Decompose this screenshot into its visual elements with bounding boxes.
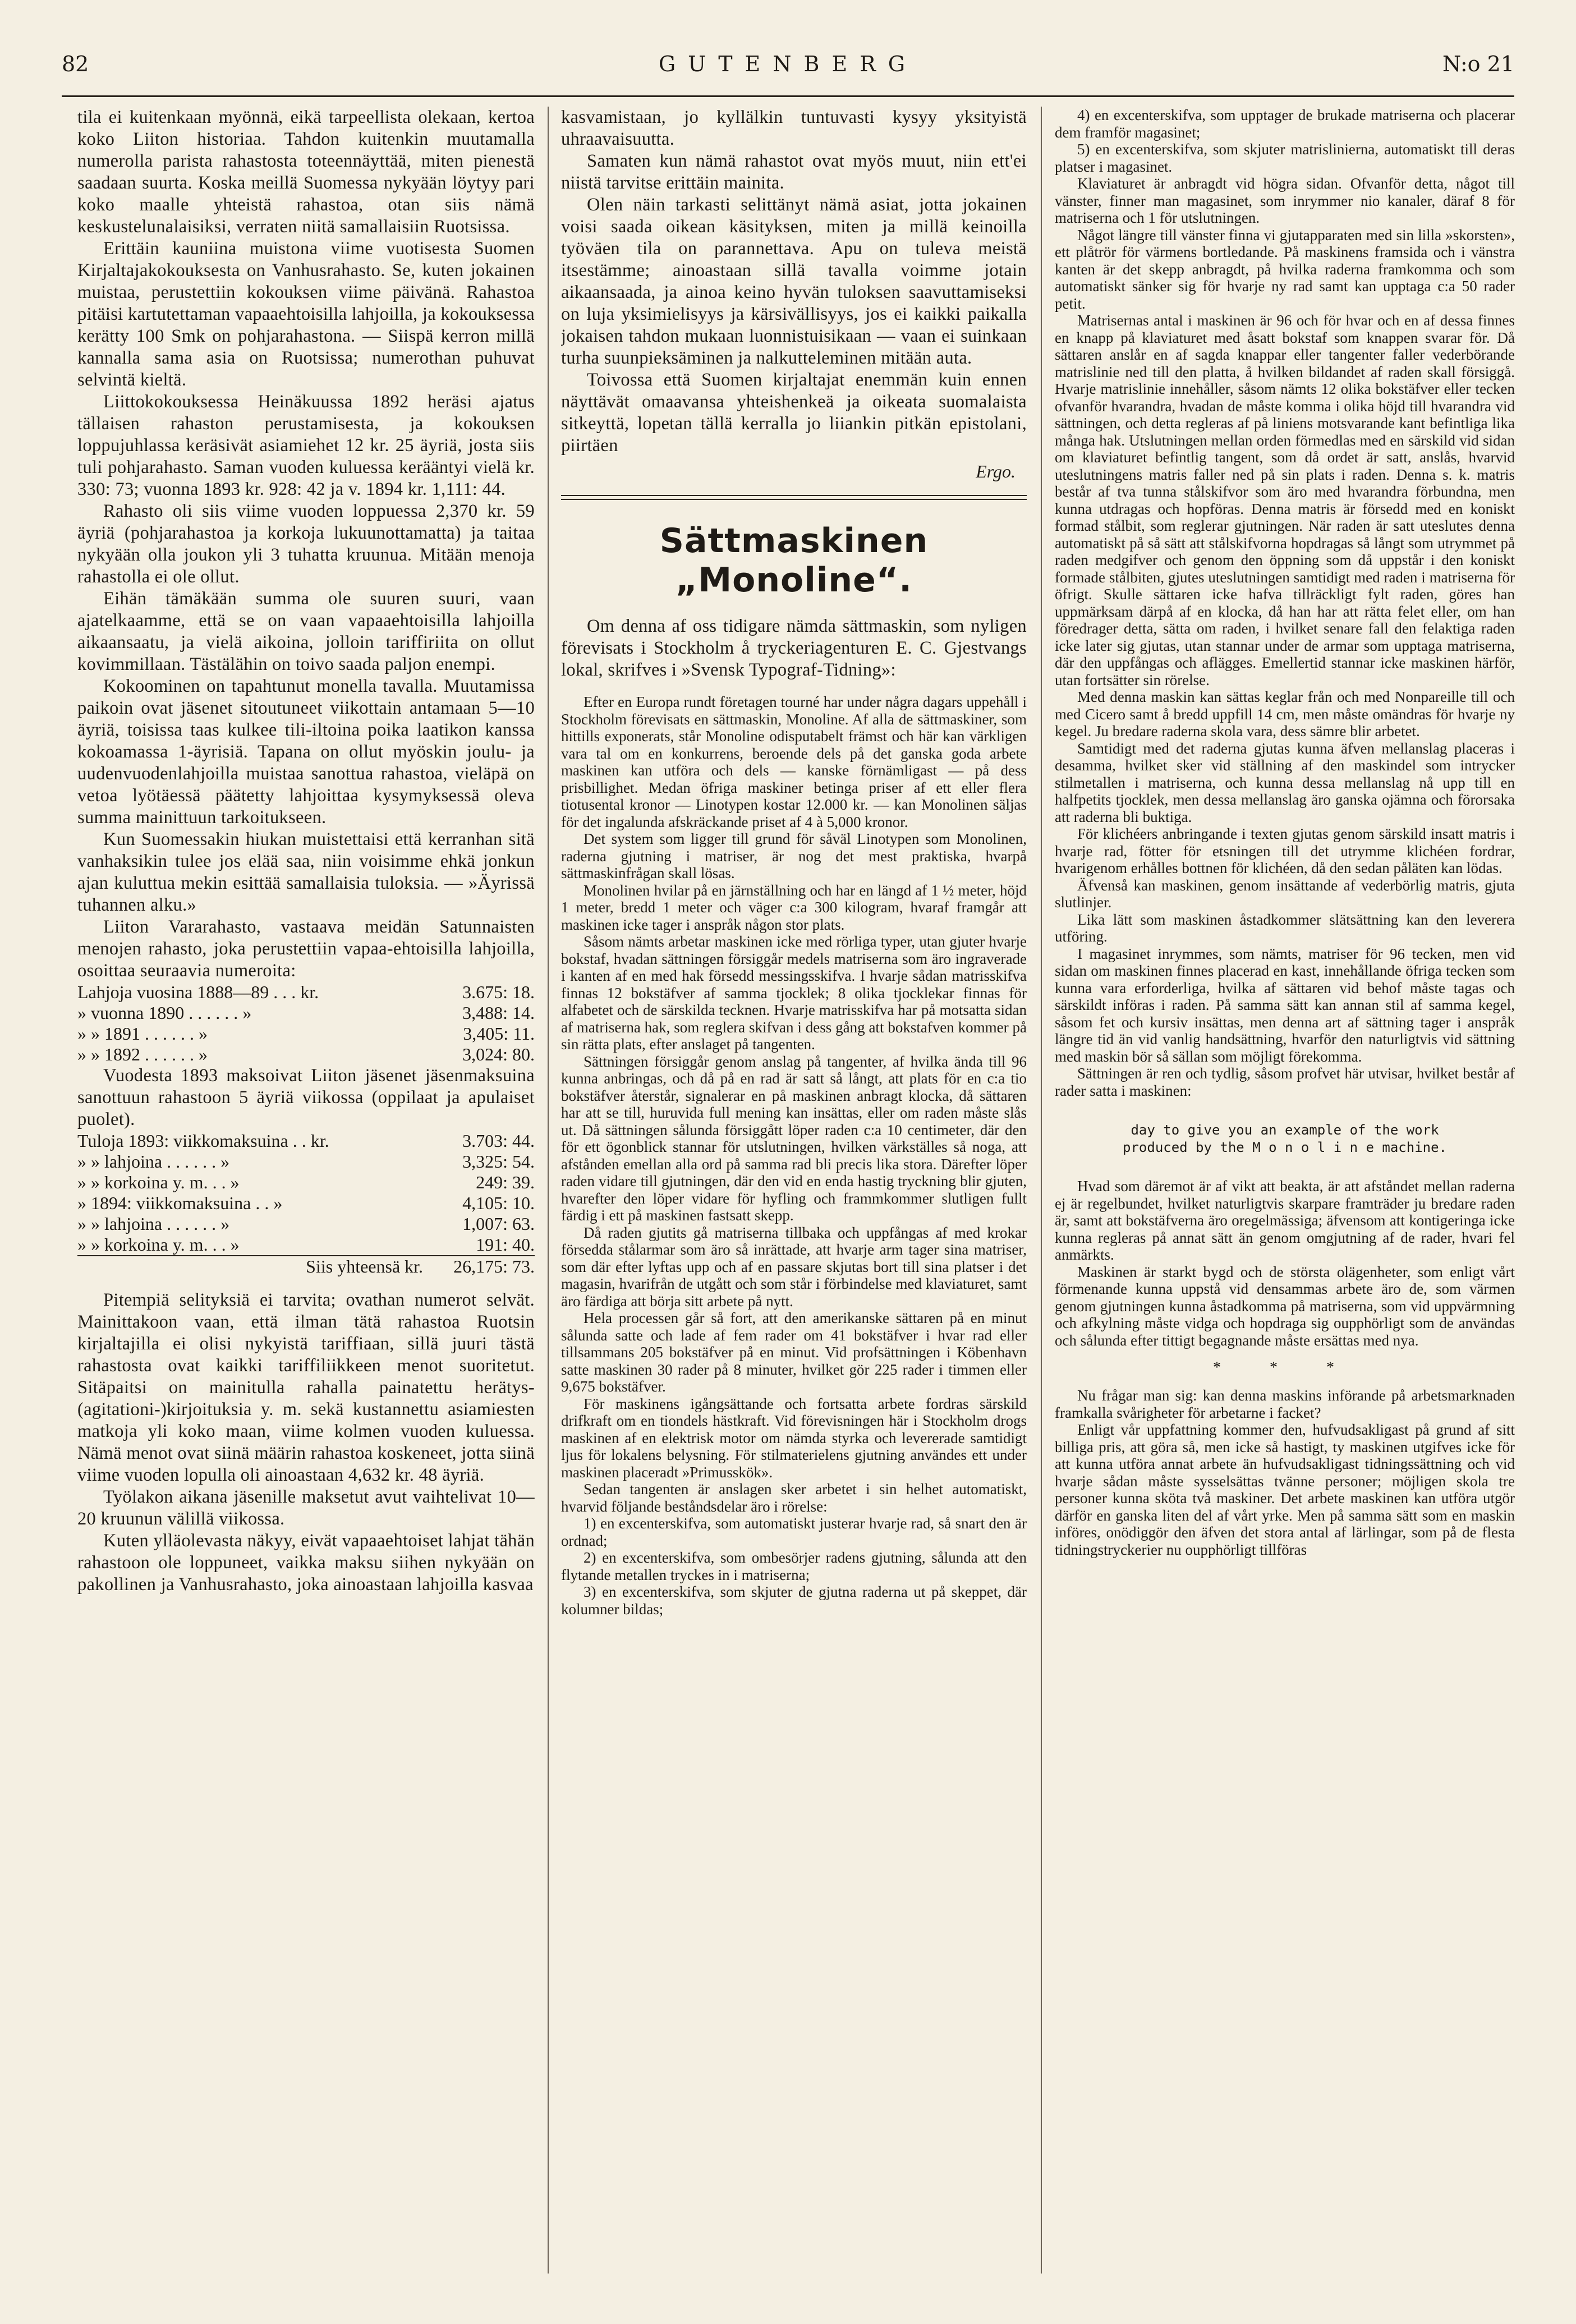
paragraph: Vuodesta 1893 maksoivat Liiton jäsenet jäsenmaksuina sanottuun rahastoon 5 äyriä viikossa (oppilaat ja apulaiset puolet). <box>77 1065 535 1129</box>
table-cell: » » 1891 . . . . . . » <box>77 1023 208 1044</box>
paragraph: Pitempiä selityksiä ei tarvita; ovathan numerot selvät. Mainittakoon vaan, että ilman tätä rahastoa Ruotsin kirjaltajilla ei olisi nykyistä tariffiaan, sillä juuri tästä rahastosta ovat kaikki tariffiliikkeen menot suoritetut. Sitäpaitsi on mainitulla rahalla painatettu herätys-(agitationi-)kirjoituksia y. m. sekä kustannettu asiamiesten matkoja yli koko maan, viime kolmen vuoden kuluessa. Nämä menot ovat siinä määrin rahastoa koskeneet, jotta siinä viime vuoden lopulla oli ainoastaan 4,632 kr. 48 äyriä. <box>77 1290 535 1485</box>
table-row <box>77 1193 535 1214</box>
author-signature: Ergo. <box>976 461 1016 481</box>
paragraph: Sedan tangenten är anslagen sker arbetet i sin helhet automatiskt, hvarvid följande beståndsdelar äro i rörelse: <box>561 1481 1027 1515</box>
header-rule <box>62 95 1514 97</box>
table-cell: 3,325: 54. <box>462 1151 535 1172</box>
spacer <box>561 681 1027 693</box>
paragraph: Äfvenså kan maskinen, genom insättande af vederbörlig matris, gjuta slutlinjer. <box>1055 876 1515 911</box>
table-cell: 3,024: 80. <box>462 1044 535 1064</box>
paragraph: Kun Suomessakin hiukan muistettaisi että kerranhan sitä vanhaksikin tulee jos elää saa, niin voisimme ehkä jonkun ajan kuluttua mekin esittää samallaisia tuloksia. — »Äyrissä tuhannen alku.» <box>77 829 535 915</box>
paragraph: Monolinen hvilar på en järnställning och har en längd af 1 ½ meter, höjd 1 meter, bredd 1 meter och väger c:a 300 kilogram, hvaraf framgår att maskinen icke tager i anspråk någon stor plats. <box>561 881 1027 933</box>
paragraph: Samtidigt med det raderna gjutas kunna äfven mellanslag placeras i desamma, hvilket sker vid ställning af den maskindel som intrycker stilmetallen i matriserna, och kunna dessa mellanslag nå upp till en halfpetits tjocklek, men dessa mellanslag äro ganska ojämna och förorsaka att raderna bli buktiga. <box>1055 740 1515 825</box>
paragraph: Nu frågar man sig: kan denna maskins införande på arbetsmarknaden framkalla svårigheter för arbetarne i facket? <box>1055 1387 1515 1421</box>
table-row <box>77 1214 535 1234</box>
paragraph: Med denna maskin kan sättas keglar från och med Nonpareille till och med Cicero samt å bredd uppfill 14 cm, men måste omändras för hvarje ny kegel. Ju bredare raderna skola vara, dess sämre blir arbetet. <box>1055 688 1515 740</box>
paragraph: Kokoominen on tapahtunut monella tavalla. Muutamissa paikoin ovat jäsenet sitoutuneet viikottain antamaan 5—10 äyriä, toisissa taas kulkee tili-iltoina poika laatikon kanssa kokoamassa 1-äyrisiä. Tapana on ollut myöskin joulu- ja uudenvuodenlahjoilla muistaa sanottua rahastoa, vieläpä on vetoa lyötäessä päätetty lahjoittaa kysymyksessä oleva summa mainittuun tarkoitukseen. <box>77 676 535 828</box>
running-head <box>62 52 1514 91</box>
paragraph: Erittäin kauniina muistona viime vuotisesta Suomen Kirjaltajakokouksesta on Vanhusrahasto. Se, kuten jokainen muistaa, perustettiin kokouksen viime päivänä. Rahastoa pitäisi kartutettaman vapaaehtoisilla lahjoilla, ja kokouksessa kerätty 100 Smk on pohjarahastona. — Siispä kerron millä kannalla sama asia on Ruotsissa; numerothan puhuvat selvintä kieltä. <box>77 238 535 390</box>
paragraph: Työlakon aikana jäsenille maksetut avut vaihtelivat 10—20 kruunun välillä viikossa. <box>77 1487 535 1529</box>
specimen-line: day to give you an example of the work <box>1131 1122 1439 1138</box>
paragraph: Sättningen försiggår genom anslag på tangenter, af hvilka ända till 96 kunna anbringas, och då på en rad är satt så långt, att plats för en c:a tio bokstäfver återstår, signalerar en på maskinen anbragt klocka, då sättaren har att se till, huruvida full mening kan insättas, eller om raden måste slås ut. Då sättningen sålunda försiggått löper raden c:a 10 centimeter, där den för ett ögonblick stannar för utslutningen, hvilken värkställes så noga, att afstånden emellan alla ord på samma rad bli precis lika stora. Därefter löper raden vidare till gjutningen, där den vid en enda hastig tryckning blir gjuten, hvarefter den löper vidare för hyfling och frammkommer slutligen fullt färdig i ett på maskinen fastsatt skepp. <box>561 1053 1027 1224</box>
type-specimen <box>1055 1122 1515 1156</box>
table-cell: » » 1892 . . . . . . » <box>77 1044 208 1064</box>
list-item: 3) en excenterskifva, som skjuter de gjutna raderna ut på skeppet, där kolumner bildas; <box>561 1583 1027 1618</box>
paragraph: Hela processen går så fort, att den amerikanske sättaren på en minut sålunda satte och lade af fem rader om 41 bokstäfver i hvar rad eller tillsammans 205 bokstäfver på en minut. Vid profsättningen i Köbenhavn satte maskinen 30 rader på 8 minuter, hvilket gör 225 rader i timmen eller 9,675 bokstäfver. <box>561 1310 1027 1395</box>
article-intro: Om denna af oss tidigare nämda sättmaskin, som nyligen förevisats i Stockholm å tryckeriagenturen E. C. Gjestvangs lokal, skrifves i »Svensk Typograf-Tidning»: <box>561 616 1027 680</box>
table-cell: 3.703: 44. <box>462 1131 535 1151</box>
table-cell: 3,405: 11. <box>463 1023 535 1044</box>
paragraph: Eihän tämäkään summa ole suuren suuri, vaan ajatelkaamme, että se on vaan vapaaehtoisilla lahjoilla aikaansaatu, ja vielä aikoina, jolloin tariffiriita on ollut kovimmillaan. Tästälähin on toivo saada paljon enempi. <box>77 589 535 674</box>
table-row <box>77 1172 535 1193</box>
column-divider <box>548 107 549 2274</box>
table-cell: 4,105: 10. <box>462 1193 535 1213</box>
paragraph: Matrisernas antal i maskinen är 96 och för hvar och en af dessa finnes en knapp på klaviaturet med åsatt bokstaf som knappen svarar för. Då sättaren anslår en af sagda knappar eller tangenter faller vederbörande matrislinie ned till den platta, å hvilken bildandet af raden skall försiggå. Hvarje matrislinie innehåller, såsom nämts 12 olika bokstäfver eller tecken ofvanför hvarandra, hvadan de måste komma i olika höjd till hvarandra vid sättningen, och detta regleras af på liniens motsvarande kant befintliga lika många hak. Utslutningen mellan orden förmedlas med en särskild vid sidan om klaviaturet befintlig tangent, som då ordet är satt, anslås, hvarvid uteslutningens matris faller ned på sin plats i raden. Denna s. k. matris består af tva tunna stålskifvor som äro med hvarandra förbundna, men kunna utdragas och hopföras. Denna matris är försedd med en koniskt formad stålbit, som reglerar gjutningen. När raden är satt uteslutes denna automatiskt på så sätt att stålskifvorna hopdragas så långt som utrymmet på raden medgifver och genom den öppning som då uppstår i den koniskt formade stålbiten, gjutes uteslutningen samtidigt med raden i matriserna för öfrigt. Skulle sättaren icke hafva tillräckligt fylt raden, göres han uppmärksam därpå af en klocka, då han har att rätta felet eller, om han föredrager detta, sätta om raden, i hvilket senare fall den felaktiga raden icke later sig gjutas, utan stannar under de armar som upptaga matriserna, där den uppfångas och aflägges. Emellertid stannar icke maskinen härför, utan fortsätter sin rörelse. <box>1055 312 1515 688</box>
paragraph: För klichéers anbringande i texten gjutas genom särskild insatt matris i hvarje rad, fötter för etsningen till det utrymme klichéen fordrar, hvarigenom erhålles bottnen för klichéen, då den sedan påläten kan lödas. <box>1055 825 1515 876</box>
column-middle <box>561 107 1027 2279</box>
paragraph: För maskinens igångsättande och fortsatta arbete fordras särskild drifkraft om en tiondels hästkraft. Vid förevisningen här i Stockholm drogs maskinen af en elektrisk motor om nämda styrka och levererade samtidigt ljus för lokalens belysning. För stilmaterielens gjutning användes ett under maskinen placeradt »Primusskök». <box>561 1395 1027 1481</box>
total-amount: 26,175: 73. <box>453 1256 535 1276</box>
table-cell: » vuonna 1890 . . . . . . » <box>77 1003 252 1023</box>
paragraph: I magasinet inrymmes, som nämts, matriser för 96 tecken, men vid sidan om maskinen finnes placerad en kast, innehållande öfriga tecken som kunna vara erforderliga, hvilka af sättaren vid behof måste tagas och särskildt införas i raden. På samma sätt kan annan stil af samma kegel, såsom fet och kursiv insättas, men denna art af sättning tager i anspråk längre tid än vid vanlig handsättning, hvarför den naturligtvis vid sättning med maskin bör så sällan som möjligt förekomma. <box>1055 945 1515 1065</box>
paragraph: Något längre till vänster finna vi gjutapparaten med sin lilla »skorsten», ett plåtrör för värmens bortledande. På maskinens framsida och i vänstra kanten är det skepp anbragdt, på hvilka raderna framkomma och som automatiskt sänker sig för hvarje ny rad samt kan upptaga c:a 50 rader petit. <box>1055 226 1515 312</box>
total-label: Siis yhteensä kr. <box>306 1256 424 1276</box>
column-right <box>1055 107 1515 2279</box>
table-cell: 3,488: 14. <box>462 1003 535 1023</box>
paragraph: Toivossa että Suomen kirjaltajat enemmän kuin ennen näyttävät omaavansa yhteishenkeä ja oikeata suomalaista sitkeyttä, lopetan tällä kerralla jo liiankin pitkän epistolani, piirtäen <box>561 370 1027 456</box>
paragraph: Sättningen är ren och tydlig, såsom profvet här utvisar, hvilket består af rader satta i maskinen: <box>1055 1065 1515 1099</box>
table-cell: 1,007: 63. <box>462 1214 535 1234</box>
table-row <box>77 1234 535 1256</box>
list-item: 5) en excenterskifva, som skjuter matrislinierna, automatiskt till deras platser i magasinet. <box>1055 141 1515 175</box>
paragraph: Kuten ylläolevasta näkyy, eivät vapaaehtoiset lahjat tähän rahastoon ole loppuneet, vaikka maksu siihen nykyään on pakollinen ja Vanhusrahasto, joka ainoastaan lahjoilla kasvaa <box>77 1531 535 1595</box>
issue-number: N:o 21 <box>1442 52 1514 76</box>
paragraph: Lika lätt som maskinen åstadkommer slätsättning kan den leverera utföring. <box>1055 911 1515 945</box>
income-table <box>77 1131 535 1277</box>
paragraph: kasvamistaan, jo kyllälkin tuntuvasti kysyy yksityistä uhraavaisuutta. <box>561 107 1027 149</box>
section-stars: * * * <box>1213 1359 1357 1376</box>
table-cell: Lahjoja vuosina 1888—89 . . . kr. <box>77 982 319 1002</box>
table-row <box>77 982 535 1003</box>
paragraph: Olen näin tarkasti selittänyt nämä asiat, jotta jokainen voisi saada oikean käsityksen, miten ja millä keinoilla työväen tila on parannettava. Apu on tuleva meistä itsestämme; ainoastaan sillä tavalla voimme jotain aikaansaada, ja ainoa keino hyvän tuloksen saavuttamiseksi on luja yksimielisyys ja kärsivällisyys, jos ei kaikki paikalla jokaisen tahdon mukaan luonnistuisikaan — vaan ei suinkaan turha suunpieksäminen ja nalkutteleminen mitään auta. <box>561 195 1027 368</box>
table-row <box>77 1003 535 1023</box>
paragraph: Klaviaturet är anbragdt vid högra sidan. Ofvanför detta, något till vänster, finner man magasinet, som inrymmer nio kanaler, däraf 8 för matriserna och 1 för utslutningen. <box>1055 175 1515 226</box>
masthead-title: GUTENBERG <box>658 52 918 76</box>
section-rule <box>561 495 1027 500</box>
table-row <box>77 1151 535 1172</box>
list-item: 1) en excenterskifva, som automatiskt justerar hvarje rad, så snart den är ordnad; <box>561 1515 1027 1549</box>
table-cell: » 1894: viikkomaksuina . . » <box>77 1193 283 1213</box>
paragraph: Hvad som däremot är af vikt att beakta, är att afståndet mellan raderna ej är regelbundet, hvilket naturligtvis skarpare framträder ju bredare raden är, samt att bokstäfverna äro oregelmässiga; äfvensom att kontigeringa icke kunna regleras på annat sätt än genom omgjutning af de rader, hvari fel anmärkts. <box>1055 1178 1515 1263</box>
column-left <box>77 107 535 2279</box>
table-cell: » » lahjoina . . . . . . » <box>77 1151 230 1172</box>
specimen-line: produced by the M o n o l i n e machine. <box>1123 1140 1447 1155</box>
list-item: 4) en excenterskifva, som upptager de brukade matriserna och placerar dem framför magasinet; <box>1055 107 1515 141</box>
paragraph: Liittokokouksessa Heinäkuussa 1892 heräsi ajatus tällaisen rahaston perustamisesta, ja kokouksen loppujuhlassa keräsivät asiamiehet 12 kr. 25 äyriä, josta siis tuli pohjarahasto. Saman vuoden kuluessa kerääntyi vielä kr. 330: 73; vuonna 1893 kr. 928: 42 ja v. 1894 kr. 1,111: 44. <box>77 392 535 499</box>
paragraph: Då raden gjutits gå matriserna tillbaka och uppfångas af med krokar försedda stålarmar som äro så inrättade, att hvarje arm tager sina matriser, som där efter lyftas upp och af en passare skjutas bort till sina platser i det magasin, hvarifrån de utgått och som står i förbindelse med klaviaturet, samt äro färdiga att börja sitt arbete på nytt. <box>561 1224 1027 1310</box>
page-number: 82 <box>62 52 89 76</box>
paragraph: tila ei kuitenkaan myönnä, eikä tarpeellista olekaan, kertoa koko Liiton historiaa. Tahdon kuitenkin muutamalla numerolla parista rahastosta toteennäyttää, miten pienestä saadaan suurta. Koska meillä Suomessa nykyään löytyy pari koko maalle yhteistä rahastoa, otan siis nämä keskustelunalaisiksi, verraten niitä samallaisiin Ruotsissa. <box>77 107 535 237</box>
table-cell: 191: 40. <box>476 1234 535 1255</box>
paragraph: Det system som ligger till grund för såväl Linotypen som Monolinen, raderna gjutning i matriser, är nog det mest praktiska, hvarpå sättmaskinfrågan skall lösas. <box>561 830 1027 881</box>
article-headline: Sättmaskinen „Monoline“. <box>659 521 929 600</box>
list-item: 2) en excenterskifva, som ombesörjer radens gjutning, sålunda att den flytande metallen tryckes in i matriserna; <box>561 1549 1027 1583</box>
paragraph: Samaten kun nämä rahastot ovat myös muut, niin ett'ei niistä tarvitse erittäin mainita. <box>561 151 1027 193</box>
paragraph: Liiton Vararahasto, vastaava meidän Satunnaisten menojen rahasto, joka perustettiin vapaa-ehtoisilla lahjoilla, osoittaa seuraavia numeroita: <box>77 917 535 981</box>
paragraph: Enligt vår uppfattning kommer den, hufvudsakligast på grund af sitt billiga pris, att göra så, men icke så hastigt, ty maskinen utgifves icke för att kunna utföra annat arbete än hufvudsakligast tidningssättning och vid hvarje sådan måste sysselsättas tvänne personer; möjligen skola tre personer kunna sköta två maskiner. Det arbete maskinen kan utföra utgör därför en ganska liten del af vårt yrke. Men på samma sätt som en maskin införes, onödiggör den äfven det stora antal af lärlingar, som på de flesta tidningstryckerier nu oupphörligt tillföras <box>1055 1421 1515 1558</box>
total-row <box>77 1256 535 1277</box>
table-row <box>77 1023 535 1044</box>
table-row <box>77 1131 535 1151</box>
paragraph: Efter en Europa rundt företagen tourné har under några dagars uppehåll i Stockholm förevisats en sättmaskin, Monoline. Af alla de sättmaskiner, som hittills exponerats, står Monoline odisputabelt främst och här kan värkligen vara tal om en konkurrens, beroende dels på det ganska goda arbete maskinen kan utföra och dels — kanske förnämligast — på dess prisbillighet. Medan öfriga maskiner betinga priser af ett eller flera tiotusental kronor — Linotypen kostar 12.000 kr. — kan Monolinen säljas för det ingalunda afskräckande priset af 4 à 5,000 kronor. <box>561 693 1027 830</box>
table-cell: » » lahjoina . . . . . . » <box>77 1214 230 1234</box>
paragraph: Rahasto oli siis viime vuoden loppuessa 2,370 kr. 59 äyriä (pohjarahastoa ja korkoja lukuunottamatta) ja taitaa nykyään olla joukon yli 3 tuhatta kruunua. Mitään menoja rahastolla ei ole ollut. <box>77 501 535 587</box>
table-row <box>77 1044 535 1065</box>
table-cell: » » korkoina y. m. . . » <box>77 1234 240 1255</box>
table-cell: Tuloja 1893: viikkomaksuina . . kr. <box>77 1131 329 1151</box>
table-cell: » » korkoina y. m. . . » <box>77 1172 240 1192</box>
column-divider <box>1041 107 1042 2274</box>
paragraph: Såsom nämts arbetar maskinen icke med rörliga typer, utan gjuter hvarje bokstaf, hvadan sättningen försiggår medels matriserna som äro ingraverade i kanten af en med hak försedd messingsskifva. I hvarje sådan matrisskifva finnas 12 bokstäfver af samma tjocklek; 8 olika tjocklekar finnas för alfabetet och de särskilda tecknen. Hvarje matrisskifva har på motsatta sidan af matriserna hak, som reglera skifvan i dess gång att bokstafven kommer på sin rätta plats, efter anslaget på tangenten. <box>561 933 1027 1053</box>
paragraph: Maskinen är starkt bygd och de största olägenheter, som enligt vårt förmenande kunna uppstå vid densammas arbete äro de, som värmen genom gjutningen kunna åstadkomma på matriserna, som vid uppvärmning och afkylning måste vidga och hopdraga sig oupphörligt som de användas och sålunda efter tittigt begagnande måste ersättas med nya. <box>1055 1263 1515 1349</box>
gifts-table <box>77 982 535 1065</box>
table-cell: 249: 39. <box>476 1172 535 1192</box>
table-cell: 3.675: 18. <box>462 982 535 1002</box>
spacer <box>77 1277 535 1289</box>
